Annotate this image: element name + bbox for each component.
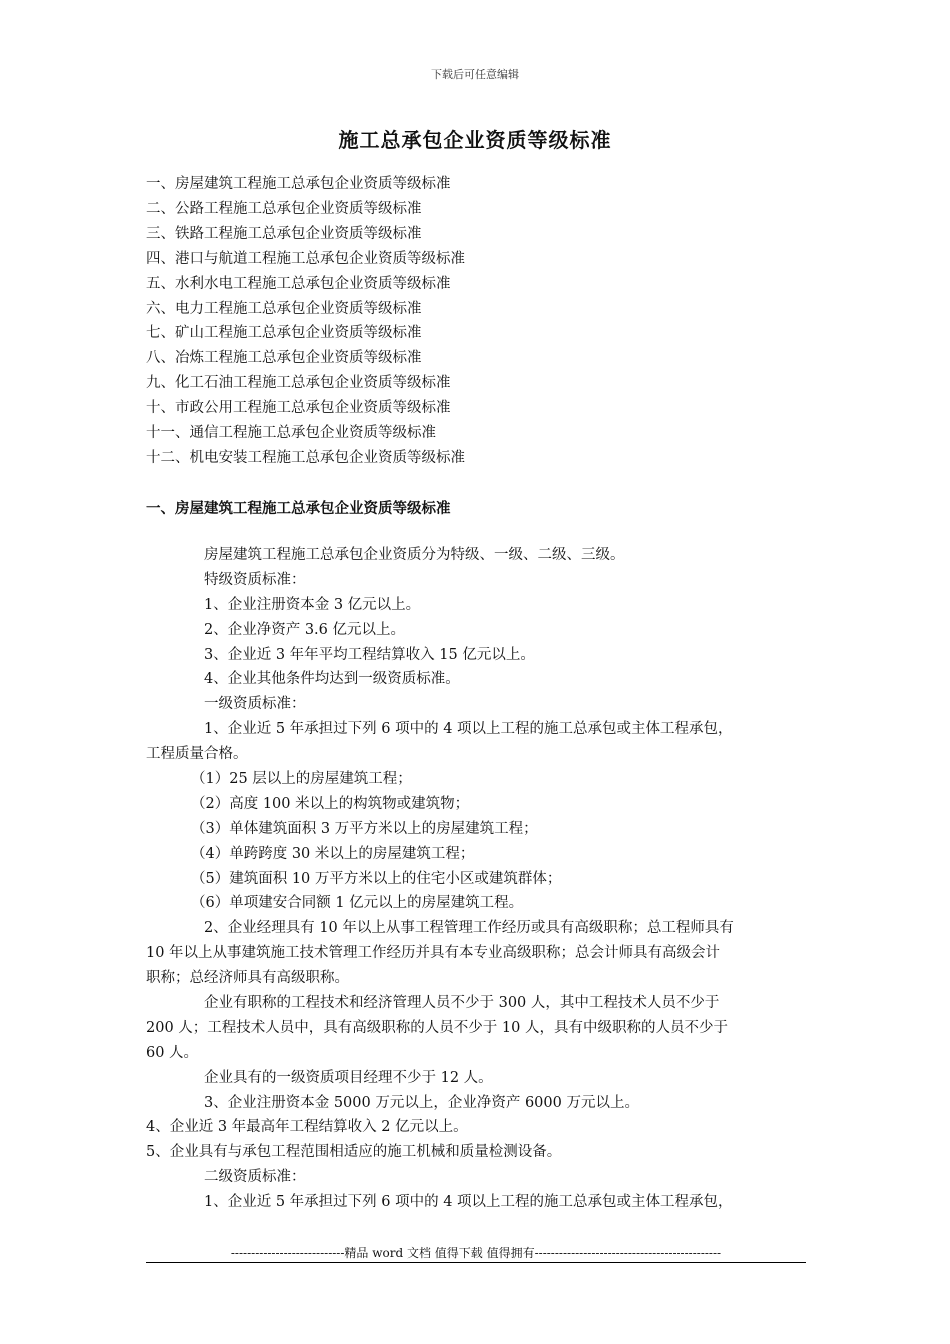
- page-title: 施工总承包企业资质等级标准: [338, 128, 612, 152]
- body-line: 1、企业近 5 年承担过下列 6 项中的 4 项以上工程的施工总承包或主体工程承包，: [204, 721, 733, 738]
- body-line: 二级资质标准：: [204, 1169, 306, 1186]
- toc-item: 二、公路工程施工总承包企业资质等级标准: [146, 200, 422, 217]
- body-line: 一级资质标准：: [204, 696, 306, 713]
- body-line: （4）单跨跨度 30 米以上的房屋建筑工程；: [191, 845, 475, 862]
- toc-item: 十一、通信工程施工总承包企业资质等级标准: [146, 425, 436, 442]
- body-line: （5）建筑面积 10 万平方米以上的住宅小区或建筑群体；: [191, 870, 562, 887]
- body-line: 职称；总经济师具有高级职称。: [146, 970, 349, 987]
- toc-item: 六、电力工程施工总承包企业资质等级标准: [146, 300, 422, 317]
- body-line: 2、企业净资产 3.6 亿元以上。: [204, 621, 406, 638]
- section-heading: 一、房屋建筑工程施工总承包企业资质等级标准: [146, 500, 451, 517]
- toc-item: 五、水利水电工程施工总承包企业资质等级标准: [146, 275, 451, 292]
- body-line: （3）单体建筑面积 3 万平方米以上的房屋建筑工程；: [191, 820, 538, 837]
- footer-text: ----------------------------精品 word 文档 值得下载 值得拥有----------------------------------------------: [230, 1246, 722, 1260]
- body-line: 60 人。: [146, 1044, 199, 1061]
- body-line: （2）高度 100 米以上的构筑物或建筑物；: [191, 795, 470, 812]
- toc-item: 七、矿山工程施工总承包企业资质等级标准: [146, 325, 422, 342]
- body-line: 4、企业其他条件均达到一级资质标准。: [204, 671, 460, 688]
- toc-item: 十二、机电安装工程施工总承包企业资质等级标准: [146, 449, 465, 466]
- table-of-contents: [146, 172, 826, 471]
- body-line: 10 年以上从事建筑施工技术管理工作经历并具有本专业高级职称；总会计师具有高级会计: [146, 945, 721, 962]
- body-line: 3、企业注册资本金 5000 万元以上，企业净资产 6000 万元以上。: [204, 1094, 639, 1111]
- body-line: 企业具有的一级资质项目经理不少于 12 人。: [204, 1069, 493, 1086]
- body-line: 4、企业近 3 年最高年工程结算收入 2 亿元以上。: [146, 1119, 468, 1136]
- body-line: （1）25 层以上的房屋建筑工程；: [191, 771, 412, 788]
- toc-item: 三、铁路工程施工总承包企业资质等级标准: [146, 225, 422, 242]
- footer-divider: [146, 1262, 806, 1263]
- body-line: 1、企业近 5 年承担过下列 6 项中的 4 项以上工程的施工总承包或主体工程承包，: [204, 1194, 733, 1211]
- body-line: 工程质量合格。: [146, 746, 248, 763]
- toc-item: 十、市政公用工程施工总承包企业资质等级标准: [146, 400, 451, 417]
- header-note: 下载后可任意编辑: [431, 68, 519, 81]
- body-line: 特级资质标准：: [204, 571, 306, 588]
- toc-item: 四、港口与航道工程施工总承包企业资质等级标准: [146, 250, 465, 267]
- body-line: 200 人；工程技术人员中，具有高级职称的人员不少于 10 人，具有中级职称的人员不少于: [146, 1019, 728, 1036]
- toc-item: 一、房屋建筑工程施工总承包企业资质等级标准: [146, 176, 451, 192]
- body-line: 2、企业经理具有 10 年以上从事工程管理工作经历或具有高级职称；总工程师具有: [204, 920, 734, 937]
- body-line: 房屋建筑工程施工总承包企业资质分为特级、一级、二级、三级。: [204, 547, 625, 563]
- body-line: （6）单项建安合同额 1 亿元以上的房屋建筑工程。: [191, 895, 524, 912]
- toc-item: 九、化工石油工程施工总承包企业资质等级标准: [146, 375, 451, 392]
- section-body: [146, 543, 808, 1215]
- body-line: 3、企业近 3 年年平均工程结算收入 15 亿元以上。: [204, 646, 535, 663]
- body-line: 企业有职称的工程技术和经济管理人员不少于 300 人，其中工程技术人员不少于: [204, 995, 720, 1012]
- body-line: 1、企业注册资本金 3 亿元以上。: [204, 596, 421, 613]
- toc-item: 八、冶炼工程施工总承包企业资质等级标准: [146, 350, 422, 367]
- body-line: 5、企业具有与承包工程范围相适应的施工机械和质量检测设备。: [146, 1144, 562, 1161]
